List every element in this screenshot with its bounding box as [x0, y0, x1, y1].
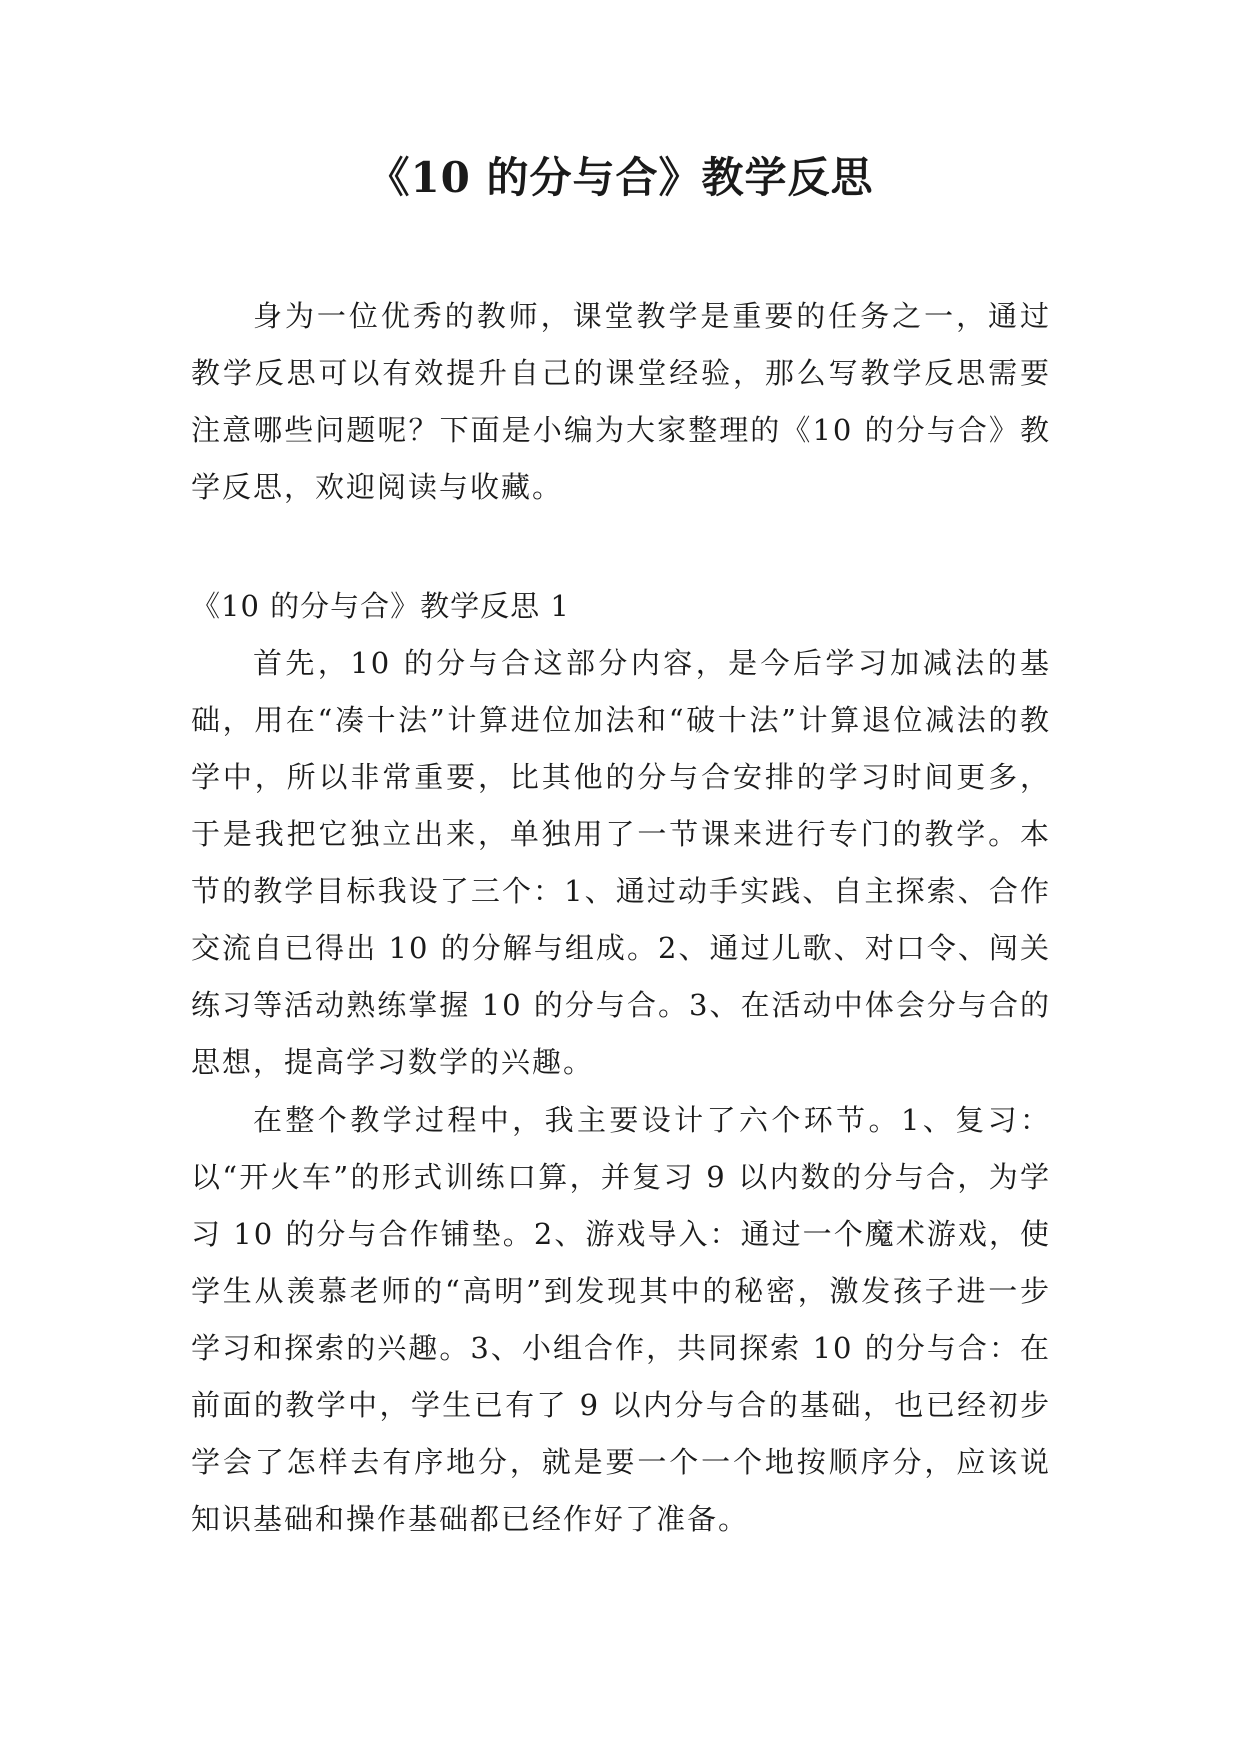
paragraph-text: 首先，10 的分与合这部分内容，是今后学习加减法的基础，用在“凑十法”计算进位加法和“破十法”计算退位减法的教学中，所以非常重要，比其他的分与合安排的学习时间更多，于是我把它独立出来，单独用了一节课来进行专门的教学。本节的教学目标我设了三个：1、通过动手实践、自主探索、合作交流自已得出 10 的分解与组成。2、通过儿歌、对口令、闯关练习等活动熟练掌握 10 的分与合。3、在活动中体会分与合的思想，提高学习数学的兴趣。 [191, 646, 1051, 1079]
intro-paragraph [191, 288, 1051, 516]
paragraph-text: 在整个教学过程中，我主要设计了六个环节。1、复习：以“开火车”的形式训练口算，并复习 9 以内数的分与合，为学习 10 的分与合作铺垫。2、游戏导入：通过一个魔术游戏，使学生从羡慕老师的“高明”到发现其中的秘密，激发孩子进一步学习和探索的兴趣。3、小组合作，共同探索 10 的分与合：在前面的教学中，学生已有了 9 以内分与合的基础，也已经初步学会了怎样去有序地分，就是要一个一个地按顺序分，应该说知识基础和操作基础都已经作好了准备。 [191, 1103, 1051, 1536]
body-paragraph-2 [191, 1092, 1051, 1548]
section-heading: 《10 的分与合》教学反思 1 [191, 589, 570, 623]
intro-text: 身为一位优秀的教师，课堂教学是重要的任务之一，通过教学反思可以有效提升自己的课堂经验，那么写教学反思需要注意哪些问题呢？下面是小编为大家整理的《10 的分与合》教学反思，欢迎阅读与收藏。 [191, 299, 1051, 504]
document-title: 《10 的分与合》教学反思 [367, 153, 874, 202]
body-paragraph-1 [191, 635, 1051, 1091]
